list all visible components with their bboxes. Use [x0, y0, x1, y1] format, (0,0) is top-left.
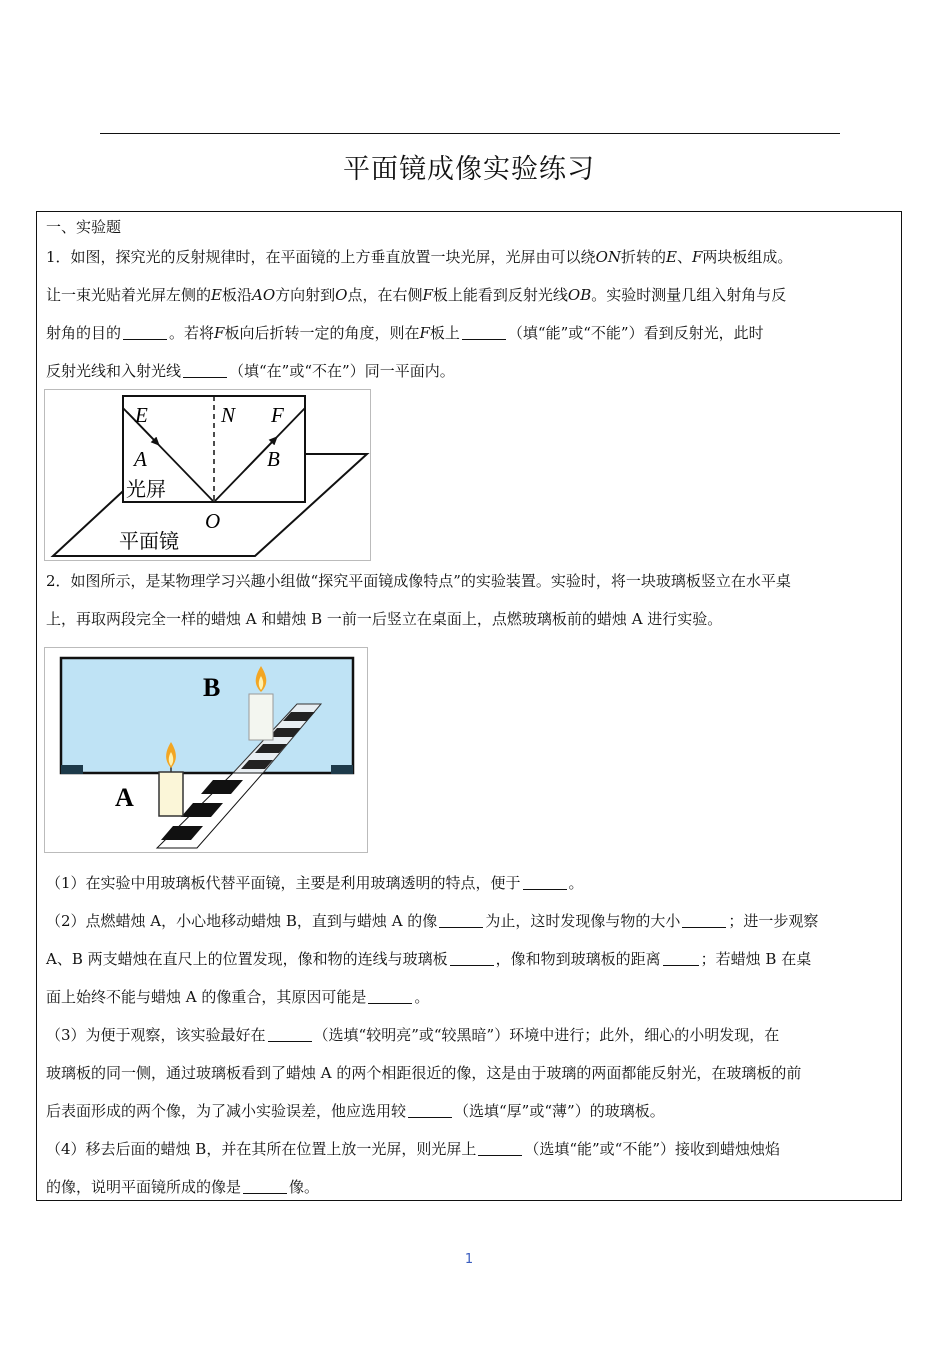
q2-s2-line-1: （2）点燃蜡烛 A，小心地移动蜡烛 B，直到与蜡烛 A 的像 为止，这时发现像与物的大小 ；进一步观察: [46, 912, 819, 930]
page-title: 平面镜成像实验练习: [343, 154, 595, 185]
answer-blank[interactable]: [478, 1140, 522, 1156]
header-rule: [100, 133, 840, 134]
answer-blank[interactable]: [439, 912, 483, 928]
answer-blank[interactable]: [243, 1178, 287, 1194]
answer-blank[interactable]: [123, 324, 167, 340]
q1-line-1: 1．如图，探究光的反射规律时，在平面镜的上方垂直放置一块光屏，光屏由可以绕ON折转的E、F两块板组成。: [46, 248, 793, 266]
label-candle-a: A: [115, 783, 134, 812]
label-A: A: [134, 447, 147, 471]
label-F: F: [271, 403, 284, 427]
answer-blank[interactable]: [523, 874, 567, 890]
answer-blank[interactable]: [268, 1026, 312, 1042]
q2-s1: （1）在实验中用玻璃板代替平面镜，主要是利用玻璃透明的特点，便于 。: [46, 874, 584, 892]
label-B: B: [267, 447, 280, 471]
section-heading: 一、实验题: [46, 218, 122, 236]
label-E: E: [135, 403, 148, 427]
label-O: O: [205, 509, 221, 533]
q2-s3-line-3: 后表面形成的两个像，为了减小实验误差，他应选用较 （选填“厚”或“薄”）的玻璃板。: [46, 1102, 665, 1120]
q2-s2-line-3: 面上始终不能与蜡烛 A 的像重合，其原因可能是 。: [46, 988, 430, 1006]
answer-blank[interactable]: [183, 362, 227, 378]
answer-blank[interactable]: [408, 1102, 452, 1118]
q2-s2-line-2: A、B 两支蜡烛在直尺上的位置发现，像和物的连线与玻璃板 ，像和物到玻璃板的距离 ；若蜡烛 B 在桌: [46, 950, 812, 968]
label-screen: 光屏: [126, 477, 166, 501]
q2-s3-line-1: （3）为便于观察，该实验最好在 （选填“较明亮”或“较黑暗”）环境中进行；此外，细心的小明发现，在: [46, 1026, 780, 1044]
q2-s3-line-2: 玻璃板的同一侧，通过玻璃板看到了蜡烛 A 的两个相距很近的像，这是由于玻璃的两面都能反射光，在玻璃板的前: [46, 1064, 802, 1082]
answer-blank[interactable]: [663, 950, 699, 966]
answer-blank[interactable]: [462, 324, 506, 340]
answer-blank[interactable]: [368, 988, 412, 1004]
candle-diagram: [45, 648, 367, 852]
reflection-diagram: [45, 390, 370, 560]
plate-stand-left: [61, 765, 83, 774]
q2-intro-line-2: 上，再取两段完全一样的蜡烛 A 和蜡烛 B 一前一后竖立在桌面上，点燃玻璃板前的蜡烛 A 进行实验。: [46, 610, 723, 628]
reflection-figure: [44, 389, 371, 561]
q2-intro-line-1: 2．如图所示，是某物理学习兴趣小组做“探究平面镜成像特点”的实验装置。实验时，将一块玻璃板竖立在水平桌: [46, 572, 791, 590]
q1-line-2: 让一束光贴着光屏左侧的E板沿AO方向射到O点，在右侧F板上能看到反射光线OB。实验时测量几组入射角与反: [46, 286, 787, 304]
page-number: 1: [464, 1252, 474, 1267]
answer-blank[interactable]: [682, 912, 726, 928]
q1-line-4: 反射光线和入射光线 （填“在”或“不在”）同一平面内。: [46, 362, 455, 380]
label-mirror: 平面镜: [119, 529, 179, 553]
plate-stand-right: [331, 765, 353, 774]
q2-s4-line-2: 的像，说明平面镜所成的像是 像。: [46, 1178, 320, 1196]
label-N: N: [221, 403, 236, 427]
label-candle-b: B: [203, 673, 221, 702]
answer-blank[interactable]: [450, 950, 494, 966]
q1-line-3: 射角的目的 。若将F板向后折转一定的角度，则在F板上 （填“能”或“不能”）看到反射光，此时: [46, 324, 764, 342]
candle-figure: [44, 647, 368, 853]
q2-s4-line-1: （4）移去后面的蜡烛 B，并在其所在位置上放一光屏，则光屏上 （选填“能”或“不能”）接收到蜡烛烛焰: [46, 1140, 781, 1158]
